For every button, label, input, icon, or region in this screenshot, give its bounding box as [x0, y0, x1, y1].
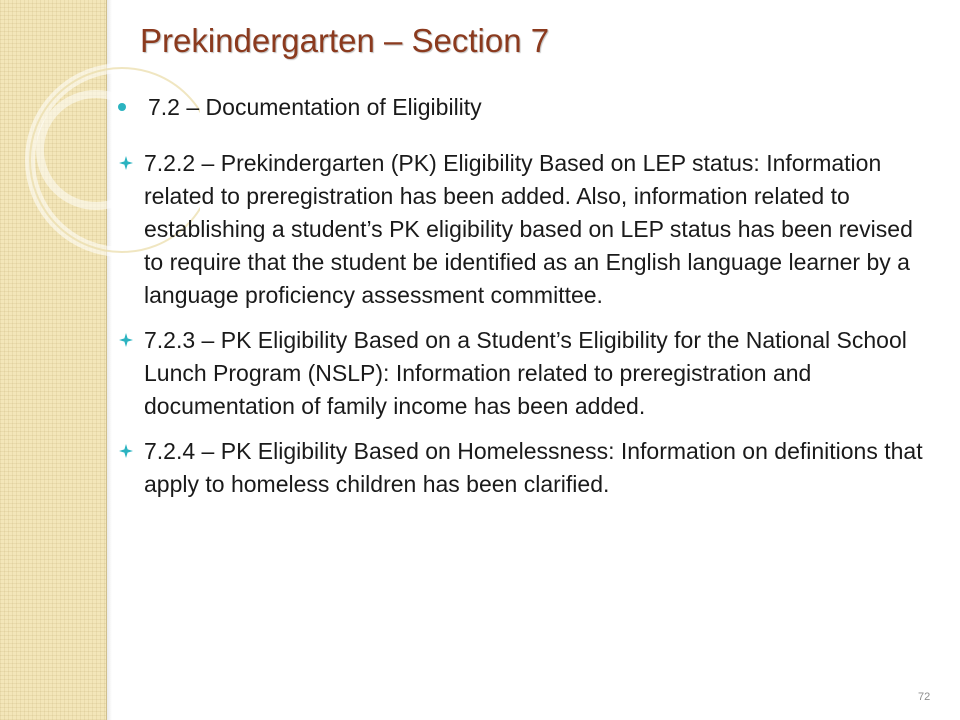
disc-bullet-icon [118, 103, 126, 111]
diamond-bullet-icon [118, 332, 134, 348]
sub-bullet-item [118, 324, 933, 423]
main-bullet [118, 92, 482, 122]
diamond-bullet-icon [118, 443, 134, 459]
sub-bullet-text: 7.2.2 – Prekindergarten (PK) Eligibility Based on LEP status: Information related to preregistration has been added. Also, information related to establishing a student’s PK eligibility based on LEP status has been revised to require that the student be identified as an English language learner by a language proficiency assessment committee. [144, 150, 913, 308]
page-number: 72 [918, 691, 931, 703]
main-bullet-text: 7.2 – Documentation of Eligibility [148, 94, 482, 120]
sub-bullet-text: 7.2.3 – PK Eligibility Based on a Student’s Eligibility for the National School Lunch Program (NSLP): Information related to preregistration and documentation of family income has been added. [144, 327, 907, 419]
sub-bullet-text: 7.2.4 – PK Eligibility Based on Homelessness: Information on definitions that apply to homeless children has been clarified. [144, 438, 923, 497]
sub-bullet-item [118, 147, 933, 312]
diamond-bullet-icon [118, 155, 134, 171]
sub-bullet-list [118, 147, 933, 513]
slide-title: Prekindergarten – Section 7 [140, 22, 550, 59]
sub-bullet-item [118, 435, 933, 501]
